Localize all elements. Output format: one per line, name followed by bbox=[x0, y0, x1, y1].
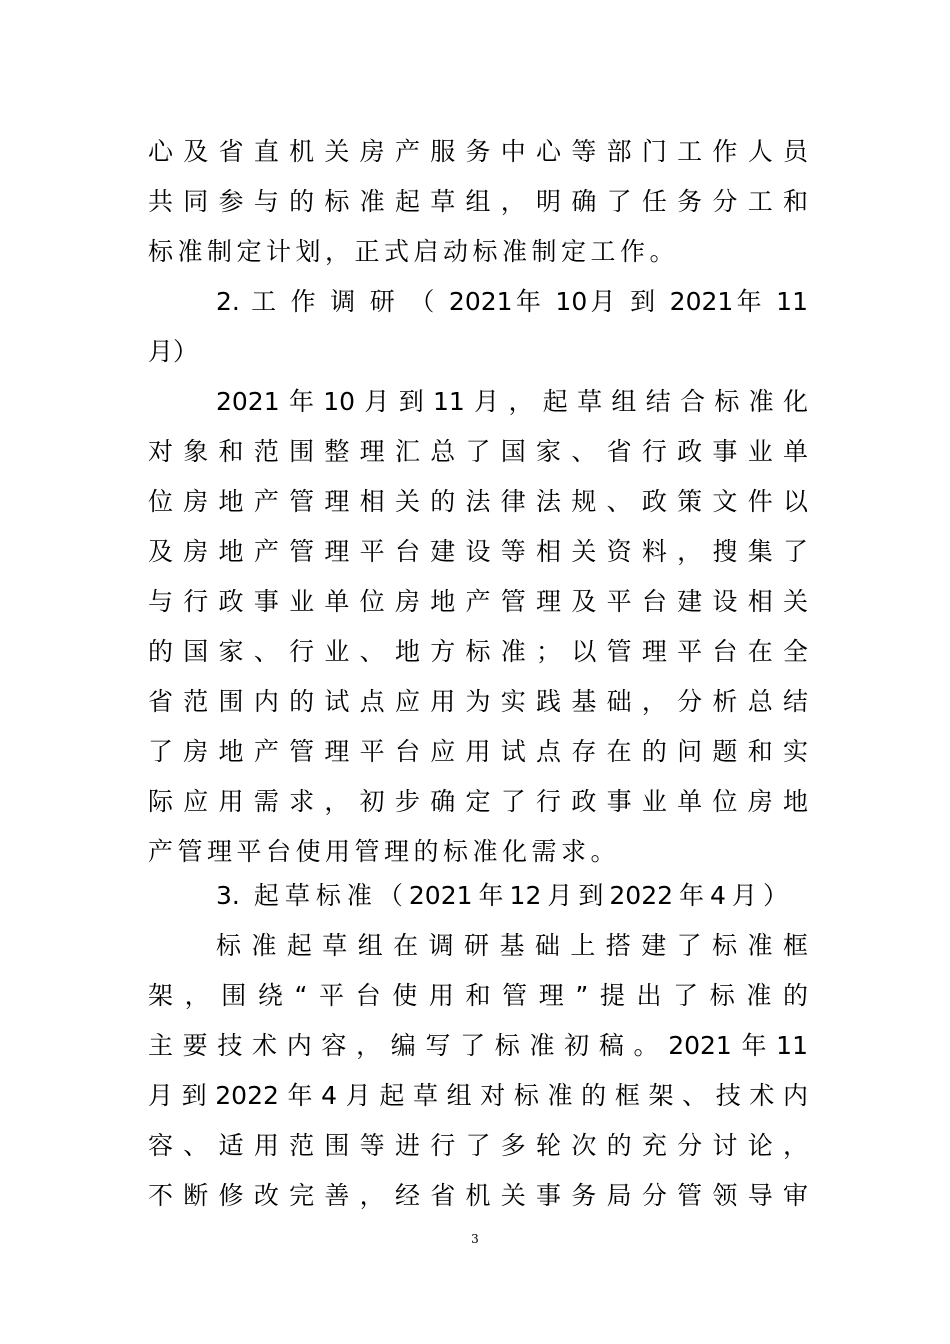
body-text-line: 对象和范围整理汇总了国家、省行政事业单 bbox=[148, 437, 808, 466]
body-text-line: 产管理平台使用管理的标准化需求。 bbox=[148, 837, 621, 866]
body-text-line: 位房地产管理相关的法律法规、政策文件以 bbox=[148, 487, 808, 516]
body-text-line: 心及省直机关房产服务中心等部门工作人员 bbox=[148, 137, 808, 166]
body-text-line: 架，围绕“平台使用和管理”提出了标准的 bbox=[148, 981, 808, 1010]
body-text-line: 月到2022年4月起草组对标准的框架、技术内 bbox=[148, 1081, 808, 1110]
body-text-line: 不断修改完善，经省机关事务局分管领导审 bbox=[148, 1181, 808, 1210]
body-text-line: 容、适用范围等进行了多轮次的充分讨论， bbox=[148, 1131, 808, 1160]
body-text-line: 共同参与的标准起草组，明确了任务分工和 bbox=[148, 187, 808, 216]
body-text-line: 际应用需求，初步确定了行政事业单位房地 bbox=[148, 787, 808, 816]
body-text-line: 省范围内的试点应用为实践基础，分析总结 bbox=[148, 687, 808, 716]
body-text-line: 标准起草组在调研基础上搭建了标准框 bbox=[216, 931, 808, 960]
page-number: 3 bbox=[471, 1232, 479, 1246]
body-text-line: 标准制定计划，正式启动标准制定工作。 bbox=[148, 237, 680, 266]
body-text-line: 主要技术内容，编写了标准初稿。2021年11 bbox=[148, 1031, 808, 1060]
section-heading-continuation: 月） bbox=[148, 337, 199, 366]
body-text-line: 的国家、行业、地方标准；以管理平台在全 bbox=[148, 637, 808, 666]
section-heading-work-research: 2. 工 作 调 研 （ 2021年 10月 到 2021年 11 bbox=[216, 287, 808, 316]
section-heading-drafting-standard: 3. 起草标准（2021年12月到2022年4月） bbox=[216, 881, 788, 910]
body-text-line: 2021年10月到11月，起草组结合标准化 bbox=[216, 387, 808, 416]
body-text-line: 与行政事业单位房地产管理及平台建设相关 bbox=[148, 587, 808, 616]
body-text-line: 及房地产管理平台建设等相关资料，搜集了 bbox=[148, 537, 808, 566]
body-text-line: 了房地产管理平台应用试点存在的问题和实 bbox=[148, 737, 808, 766]
